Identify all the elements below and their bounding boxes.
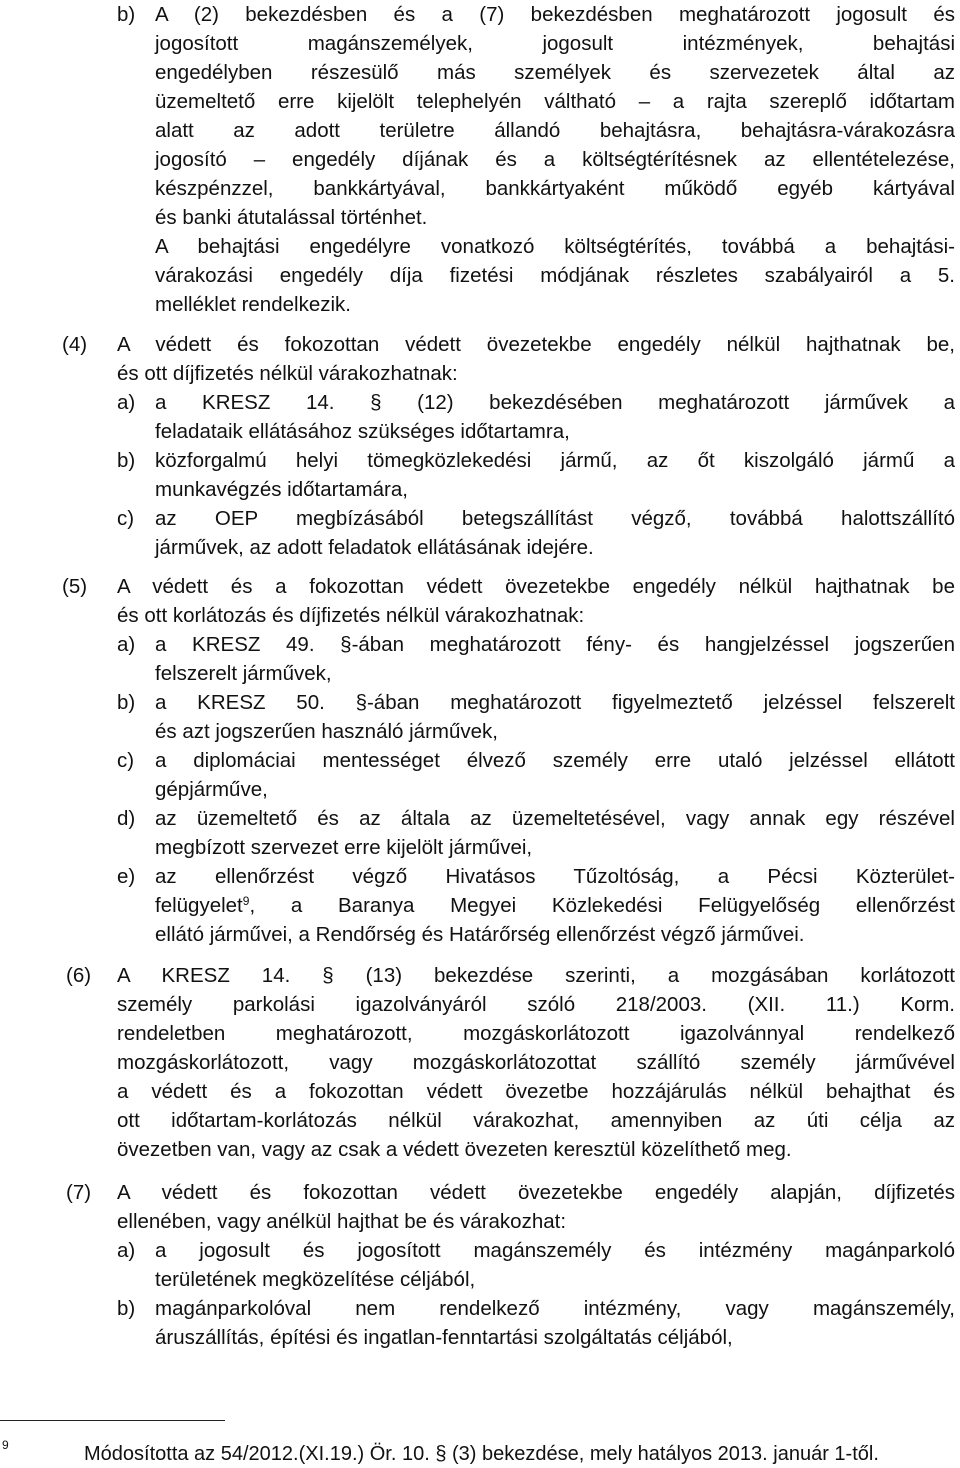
item-marker: e) (117, 865, 136, 888)
section-sign: § (435, 1443, 447, 1465)
text-line: felszerelt járművek, (155, 662, 332, 685)
text-line: felügyelet$^9$, a Baranya Megyei Közlekedési Felügyelőség ellenőrzést (155, 894, 955, 917)
text-line: engedélyben részesülő más személyek és szervezetek által az (155, 61, 955, 84)
footnote-mark: 9 (2, 1438, 9, 1452)
item-marker: b) (117, 691, 136, 714)
text-line: és banki átutalással történhet. (155, 206, 428, 229)
text-line: az üzemeltető és az általa az üzemeltetésével, vagy annak egy részével (155, 807, 955, 830)
text-line: személy parkolási igazolványáról szóló 218/2003. (XII. 11.) Korm. (117, 993, 955, 1016)
text-line: A védett és a fokozottan védett övezetekbe engedély nélkül hajthatnak be (117, 575, 955, 598)
text-line: övezetben van, vagy az csak a védett övezeten keresztül közelíthető meg. (117, 1138, 792, 1161)
text-line: és ott díjfizetés nélkül várakozhatnak: (117, 362, 458, 385)
text-line: az OEP megbízásából betegszállítást végző, továbbá halottszállító (155, 507, 955, 530)
text-line: rendeletben meghatározott, mozgáskorlátozott igazolvánnyal rendelkező (117, 1022, 955, 1045)
text-line: a KRESZ 49. §-ában meghatározott fény- és hangjelzéssel jogszerűen (155, 633, 955, 656)
item-marker: b) (117, 449, 136, 472)
text-line: A behajtási engedélyre vonatkozó költségtérítés, továbbá a behajtási- (155, 235, 955, 258)
item-marker: d) (117, 807, 136, 830)
section-sign: § (370, 391, 382, 414)
text-line: készpénzzel, bankkártyával, bankkártyaként működő egyéb kártyával (155, 177, 955, 200)
text-line: járművek, az adott feladatok ellátásának idejére. (155, 536, 594, 559)
footnote-reference[interactable]: 9 (242, 894, 250, 908)
text-line: és azt jogszerűen használó járművek, (155, 720, 498, 743)
paragraph-number: (5) (62, 575, 88, 598)
text-line: áruszállítás, építési és ingatlan-fenntartási szolgáltatás céljából, (155, 1326, 733, 1349)
text-line: várakozási engedély díja fizetési módjának részletes szabályairól a 5. (155, 264, 955, 287)
item-marker: c) (117, 507, 135, 530)
text-line: ellátó járművei, a Rendőrség és Határőrség ellenőrzést végző járművei. (155, 923, 805, 946)
item-marker: a) (117, 391, 136, 414)
footnote-separator (0, 1420, 225, 1421)
text-line: megbízott szervezet erre kijelölt járművei, (155, 836, 533, 859)
footnote-text: Módosította az 54/2012.(XI.19.) Ör. 10. § (3) bekezdése, mely hatályos 2013. január 1-től. (84, 1443, 879, 1465)
text-line: melléklet rendelkezik. (155, 293, 351, 316)
text-line: ellenében, vagy anélkül hajthat be és várakozhat: (117, 1210, 567, 1233)
text-line: feladataik ellátásához szükséges időtartamra, (155, 420, 570, 443)
text-line: jogosító – engedély díjának és a költségtérítésnek az ellentételezése, (155, 148, 955, 171)
item-marker: a) (117, 633, 136, 656)
paragraph-number: (4) (62, 333, 88, 356)
text-line: a védett és a fokozottan védett övezetbe hozzájárulás nélkül behajthat és (117, 1080, 955, 1103)
section-sign: § (340, 633, 352, 656)
text-line: területének megközelítése céljából, (155, 1268, 476, 1291)
section-sign: § (322, 964, 334, 987)
text-line: gépjárműve, (155, 778, 268, 801)
text-line: ott időtartam-korlátozás nélkül várakozhat, amennyiben az úti célja az (117, 1109, 955, 1132)
text-line: üzemeltető erre kijelölt telephelyén váltható – a rajta szereplő időtartam (155, 90, 955, 113)
text-line: jogosított magánszemélyek, jogosult intézmények, behajtási (155, 32, 955, 55)
section-sign: § (355, 691, 367, 714)
paragraph-number: (7) (66, 1181, 92, 1204)
text-line: a KRESZ 14. § (12) bekezdésében meghatározott járművek a (155, 391, 955, 414)
text-line: magánparkolóval nem rendelkező intézmény, vagy magánszemély, (155, 1297, 955, 1320)
text-line: az ellenőrzést végző Hivatásos Tűzoltóság, a Pécsi Közterület- (155, 865, 955, 888)
text-line: A védett és fokozottan védett övezetekbe engedély alapján, díjfizetés (117, 1181, 955, 1204)
text-line: munkavégzés időtartamára, (155, 478, 408, 501)
text-line: a jogosult és jogosított magánszemély és intézmény magánparkoló (155, 1239, 955, 1262)
text-line: A KRESZ 14. § (13) bekezdése szerinti, a mozgásában korlátozott (117, 964, 955, 987)
text-line: A védett és fokozottan védett övezetekbe engedély nélkül hajthatnak be, (117, 333, 955, 356)
text-line: a KRESZ 50. §-ában meghatározott figyelmeztető jelzéssel felszerelt (155, 691, 955, 714)
item-marker: b) (117, 1297, 136, 1320)
item-marker: c) (117, 749, 135, 772)
item-marker: b) (117, 3, 136, 26)
text-line: mozgáskorlátozott, vagy mozgáskorlátozottat szállító személy járművével (117, 1051, 955, 1074)
paragraph-number: (6) (66, 964, 92, 987)
text-line: A (2) bekezdésben és a (7) bekezdésben meghatározott jogosult és (155, 3, 955, 26)
text-line: a diplomáciai mentességet élvező személy erre utaló jelzéssel ellátott (155, 749, 955, 772)
text-line: alatt az adott területre állandó behajtásra, behajtásra-várakozásra (155, 119, 955, 142)
text-line: és ott korlátozás és díjfizetés nélkül várakozhatnak: (117, 604, 585, 627)
text-line: közforgalmú helyi tömegközlekedési jármű, az őt kiszolgáló jármű a (155, 449, 955, 472)
item-marker: a) (117, 1239, 136, 1262)
